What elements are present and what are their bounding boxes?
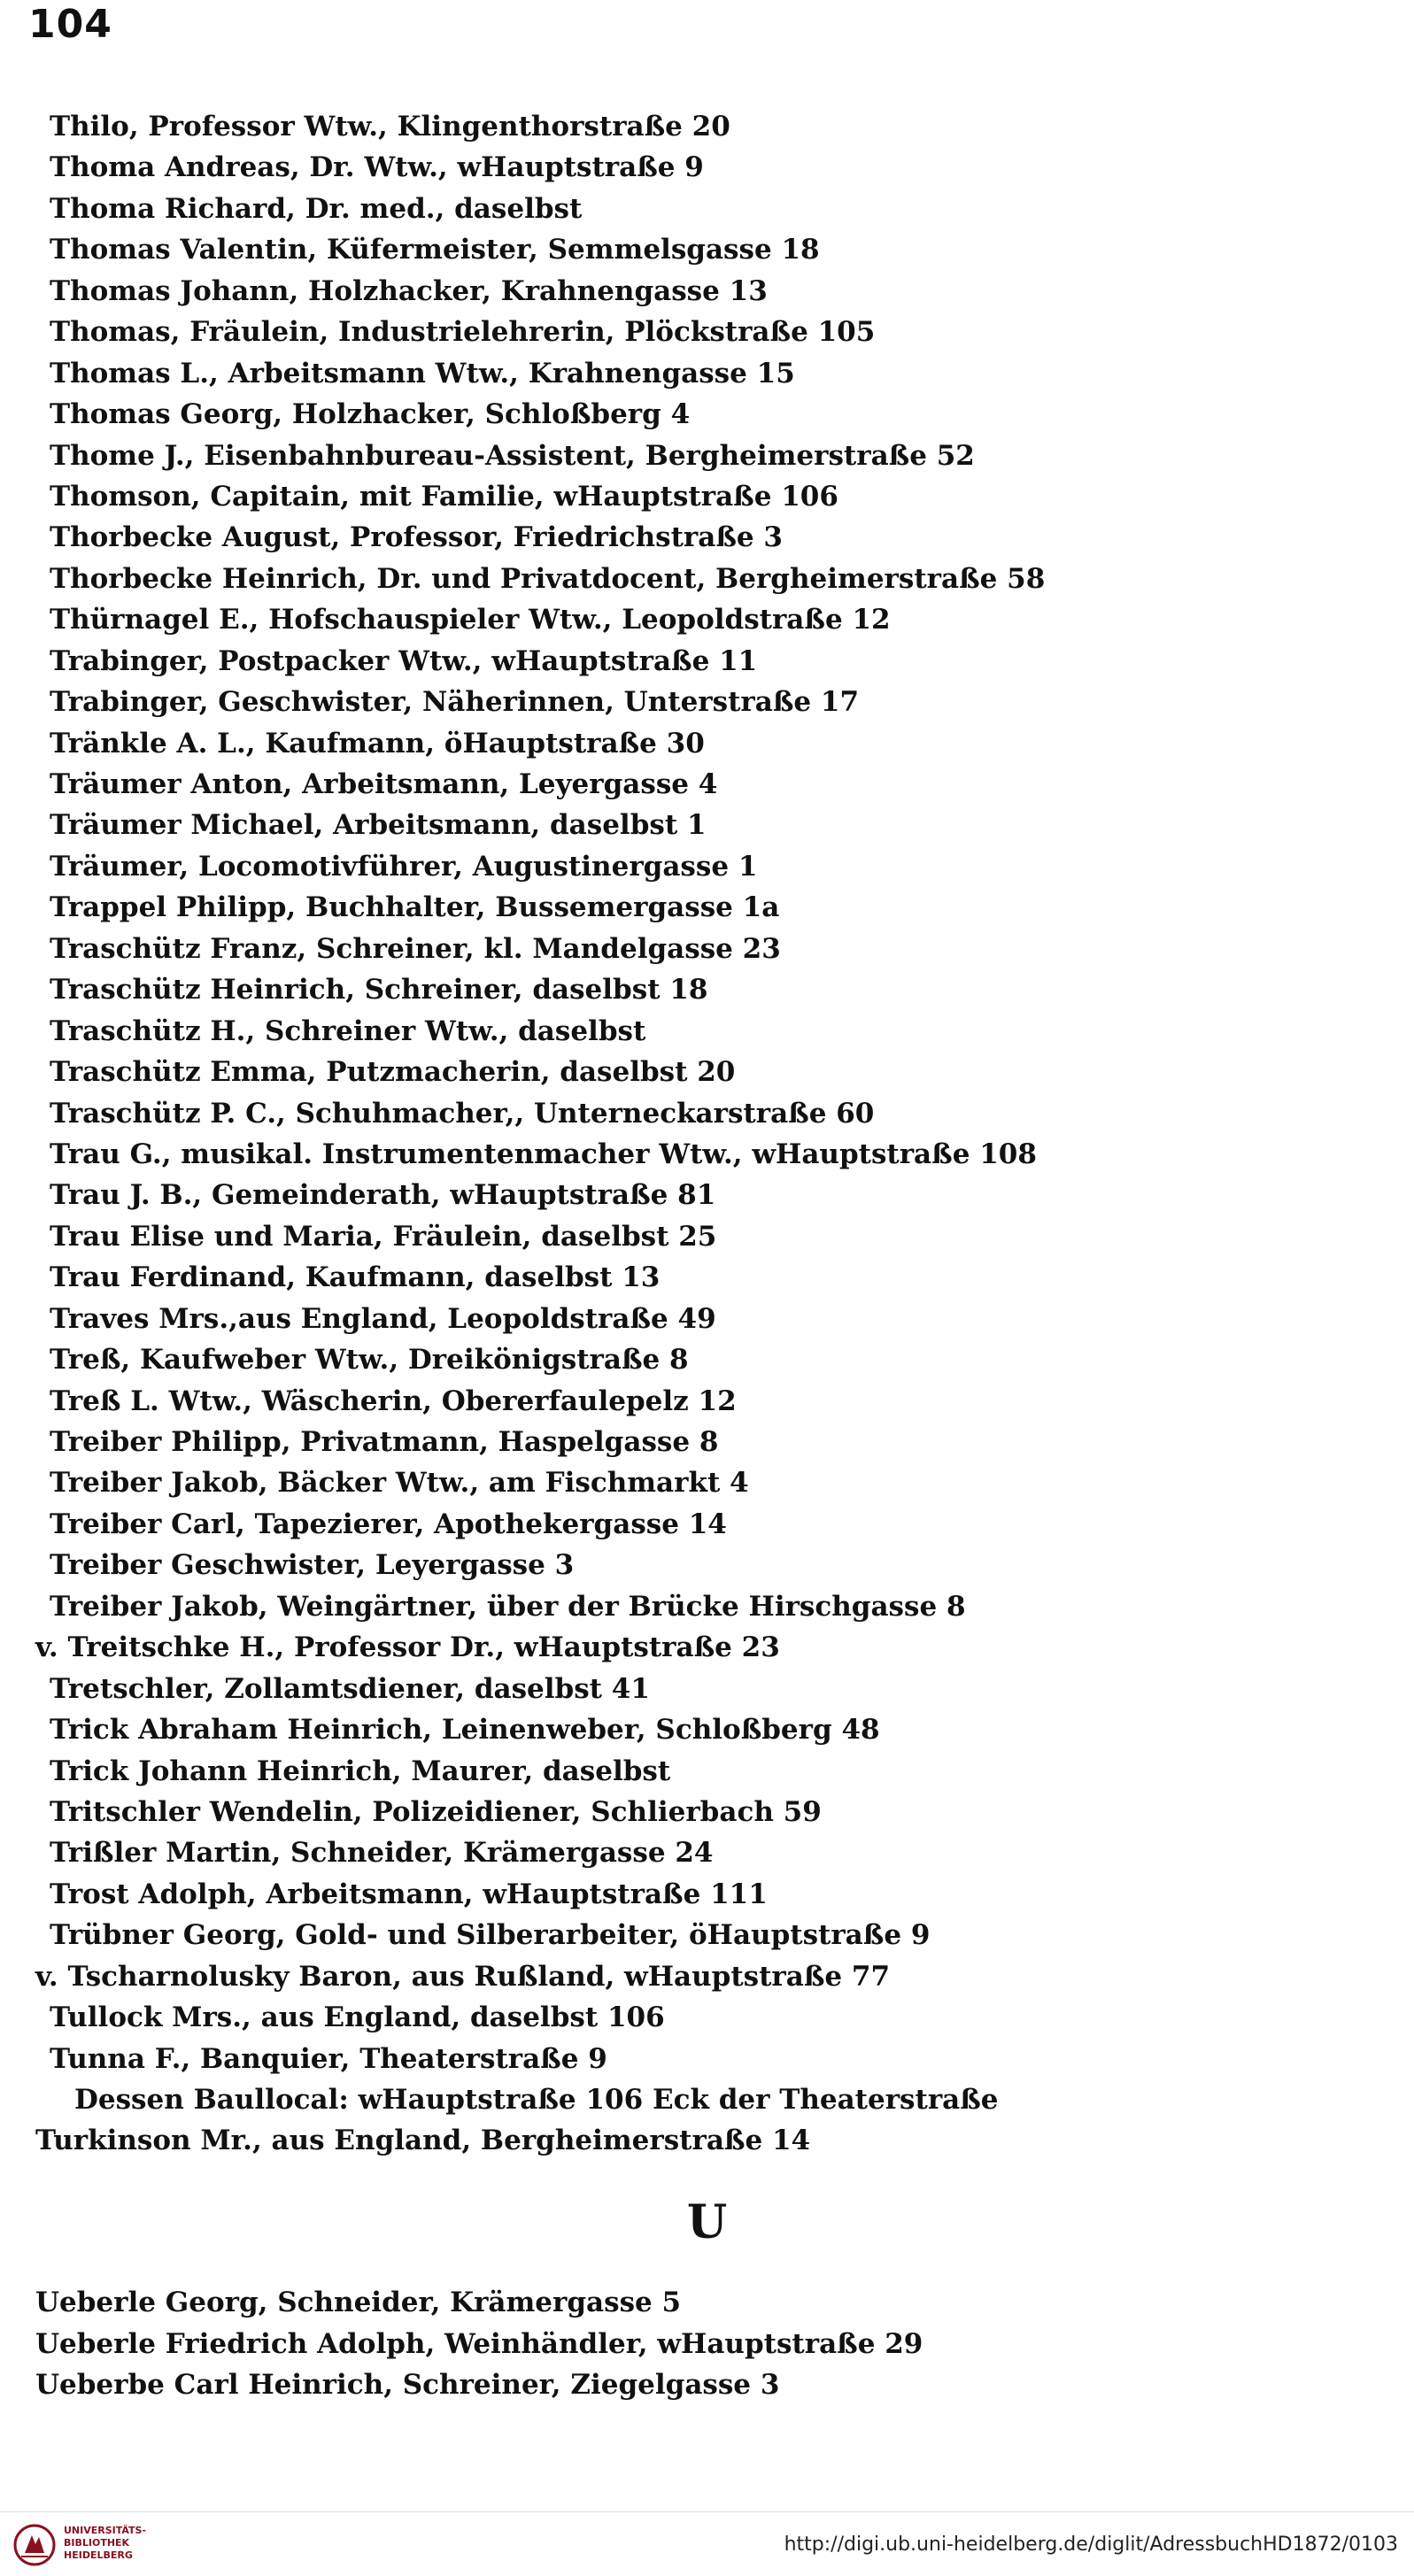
list-item: Treiber Carl, Tapezierer, Apothekergasse 14 <box>50 1508 727 1540</box>
list-item: Tritschler Wendelin, Polizeidiener, Schlierbach 59 <box>50 1795 822 1828</box>
list-item: Treiber Jakob, Weingärtner, über der Brücke Hirschgasse 8 <box>50 1590 966 1623</box>
list-item: Thorbecke Heinrich, Dr. und Privatdocent, Bergheimerstraße 58 <box>50 562 1046 595</box>
list-item: Traschütz Franz, Schreiner, kl. Mandelgasse 23 <box>50 932 781 965</box>
list-item: Trost Adolph, Arbeitsmann, wHauptstraße 111 <box>50 1878 768 1910</box>
list-item: Thomas Johann, Holzhacker, Krahnengasse 13 <box>50 274 768 307</box>
list-item: Turkinson Mr., aus England, Bergheimerstraße 14 <box>35 2125 811 2157</box>
list-item: Trappel Philipp, Buchhalter, Bussemergasse 1a <box>50 891 780 924</box>
list-item: Ueberle Friedrich Adolph, Weinhändler, wHauptstraße 29 <box>35 2327 923 2360</box>
list-item: Trau J. B., Gemeinderath, wHauptstraße 81 <box>50 1179 716 1212</box>
list-item: Trick Abraham Heinrich, Leinenweber, Schloßberg 48 <box>50 1714 880 1747</box>
list-item: Dessen Baullocal: wHauptstraße 106 Eck der Theaterstraße <box>74 2084 999 2116</box>
source-url-link[interactable]: http://digi.ub.uni-heidelberg.de/diglit/AdressbuchHD1872/0103 <box>784 2534 1398 2556</box>
section-heading: U <box>686 2195 728 2249</box>
university-seal-icon <box>12 2523 57 2567</box>
directory-list-u <box>35 2282 1381 2406</box>
list-item: v. Treitschke H., Professor Dr., wHauptstraße 23 <box>35 1631 780 1664</box>
list-item: Trißler Martin, Schneider, Krämergasse 24 <box>50 1837 714 1870</box>
list-item: Trabinger, Geschwister, Näherinnen, Unterstraße 17 <box>50 686 860 719</box>
logo-line: UNIVERSITÄTS- <box>64 2525 147 2536</box>
list-item: Trabinger, Postpacker Wtw., wHauptstraße 11 <box>50 644 758 677</box>
directory-list <box>35 106 1395 2162</box>
list-item: Trau Elise und Maria, Fräulein, daselbst 25 <box>50 1220 717 1253</box>
list-item: Thomas, Fräulein, Industrielehrerin, Plöckstraße 105 <box>50 316 876 349</box>
list-item: Traschütz P. C., Schuhmacher,, Unterneckarstraße 60 <box>50 1097 875 1130</box>
list-item: Traschütz Heinrich, Schreiner, daselbst 18 <box>50 974 708 1006</box>
list-item: Thoma Richard, Dr. med., daselbst <box>50 192 583 225</box>
list-item: Ueberbe Carl Heinrich, Schreiner, Ziegelgasse 3 <box>35 2369 780 2401</box>
list-item: Treß, Kaufweber Wtw., Dreikönigstraße 8 <box>50 1344 689 1377</box>
list-item: Tunna F., Banquier, Theaterstraße 9 <box>50 2042 607 2075</box>
list-item: Thorbecke August, Professor, Friedrichstraße 3 <box>50 521 783 554</box>
list-item: Traschütz H., Schreiner Wtw., daselbst <box>50 1014 646 1047</box>
list-item: Traschütz Emma, Putzmacherin, daselbst 20 <box>50 1056 736 1089</box>
list-item: Ueberle Georg, Schneider, Krämergasse 5 <box>35 2287 682 2318</box>
list-item: Thome J., Eisenbahnbureau-Assistent, Bergheimerstraße 52 <box>50 439 975 472</box>
list-item: Thilo, Professor Wtw., Klingenthorstraße 20 <box>50 111 730 143</box>
logo-line: BIBLIOTHEK <box>64 2537 130 2549</box>
list-item: Tullock Mrs., aus England, daselbst 106 <box>50 2001 665 2034</box>
list-item: Traves Mrs.,aus England, Leopoldstraße 49 <box>50 1302 716 1335</box>
page-number: 104 <box>28 2 112 47</box>
list-item: Treiber Geschwister, Leyergasse 3 <box>50 1549 575 1582</box>
logo-line: HEIDELBERG <box>64 2549 133 2561</box>
list-item: Thomson, Capitain, mit Familie, wHauptstraße 106 <box>50 480 838 513</box>
list-item: Treiber Philipp, Privatmann, Haspelgasse 8 <box>50 1426 719 1458</box>
list-item: v. Tscharnolusky Baron, aus Rußland, wHauptstraße 77 <box>35 1960 891 1993</box>
list-item: Thoma Andreas, Dr. Wtw., wHauptstraße 9 <box>50 151 704 184</box>
list-item: Tretschler, Zollamtsdiener, daselbst 41 <box>50 1672 650 1705</box>
list-item: Thomas Valentin, Küfermeister, Semmelsgasse 18 <box>50 234 820 266</box>
footer-bar <box>0 2511 1414 2576</box>
list-item: Trübner Georg, Gold- und Silberarbeiter, öHauptstraße 9 <box>50 1919 931 1952</box>
list-item: Thomas L., Arbeitsmann Wtw., Krahnengasse 15 <box>50 357 795 389</box>
list-item: Thürnagel E., Hofschauspieler Wtw., Leopoldstraße 12 <box>50 604 891 636</box>
list-item: Träumer Michael, Arbeitsmann, daselbst 1 <box>50 809 707 842</box>
list-item: Trau G., musikal. Instrumentenmacher Wtw., wHauptstraße 108 <box>50 1138 1037 1170</box>
list-item: Träumer Anton, Arbeitsmann, Leyergasse 4 <box>50 768 718 800</box>
list-item: Trick Johann Heinrich, Maurer, daselbst <box>50 1755 671 1787</box>
list-item: Thomas Georg, Holzhacker, Schloßberg 4 <box>50 398 691 431</box>
list-item: Trau Ferdinand, Kaufmann, daselbst 13 <box>50 1261 661 1294</box>
list-item: Tränkle A. L., Kaufmann, öHauptstraße 30 <box>50 727 705 760</box>
list-item: Träumer, Locomotivführer, Augustinergasse 1 <box>50 850 758 883</box>
library-logo-text <box>64 2525 146 2562</box>
list-item: Treß L. Wtw., Wäscherin, Obererfaulepelz 12 <box>50 1384 737 1417</box>
list-item: Treiber Jakob, Bäcker Wtw., am Fischmarkt 4 <box>50 1467 749 1500</box>
